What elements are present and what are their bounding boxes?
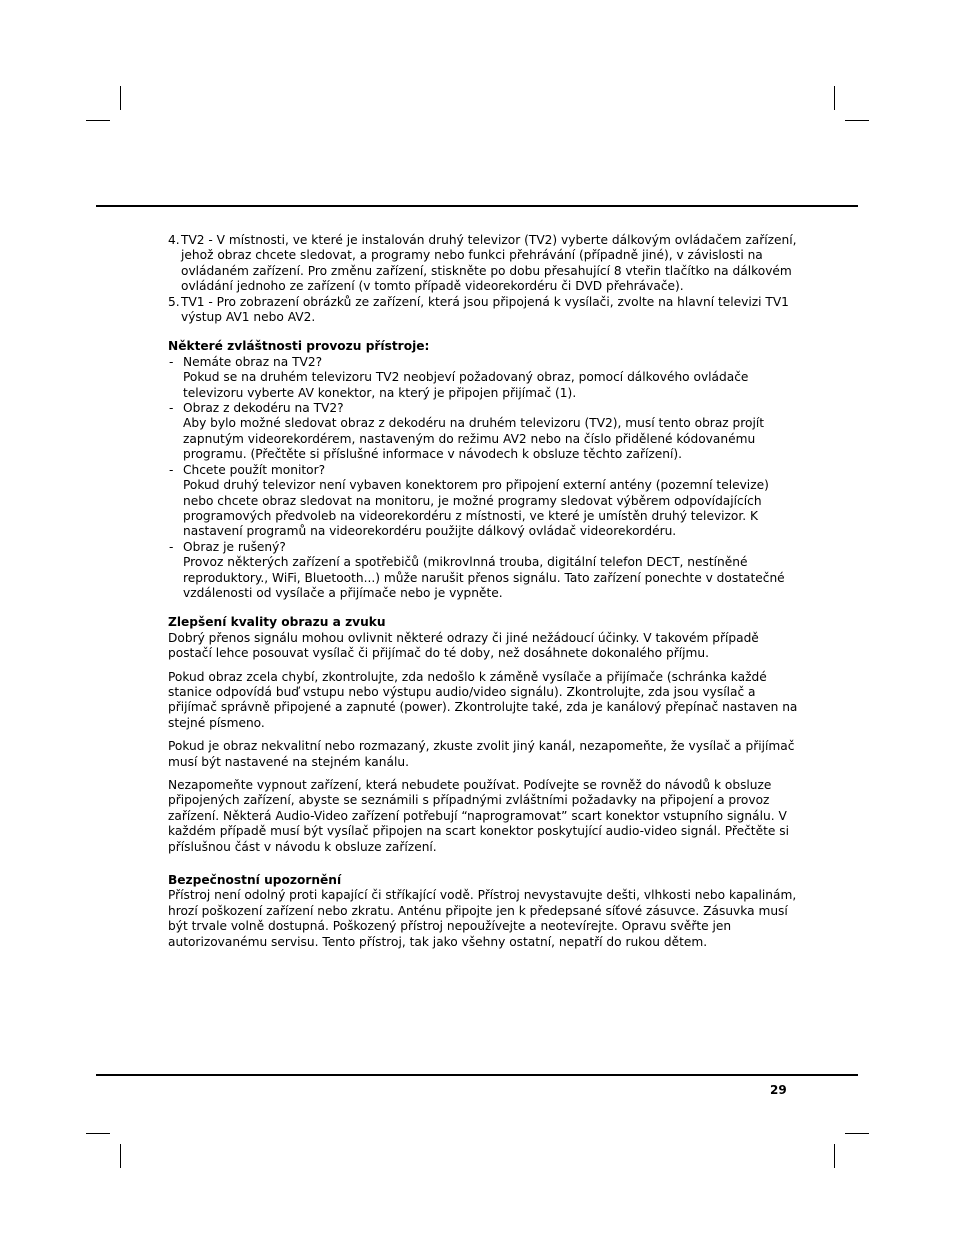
footer-rule [96,1074,858,1076]
page-number: 29 [770,1083,787,1097]
crop-mark-top-right-vertical [834,86,835,110]
feature-answer: Pokud se na druhém televizoru TV2 neobjeví požadovaný obraz, pomocí dálkového ovládače televizoru vyberte AV konektor, na který je připojen přijímač (1). [183,370,749,400]
crop-mark-top-left-horizontal [86,120,110,121]
feature-answer: Aby bylo možné sledovat obraz z dekodéru na druhém televizoru (TV2), musí tento obraz projít zapnutým videorekordérem, nastaveným do režimu AV2 nebo na číslo přidělené kódovanému programu. (Přečtěte si příslušné informace v návodech k obsluze těchto zařízení). [183,416,765,462]
feature-question: Obraz je rušený? [183,539,286,554]
quality-paragraph: Pokud obraz zcela chybí, zkontrolujte, zda nedošlo k záměně vysílače a přijímače (schránka každé stanice odpovídá buď vstupu nebo výstupu audio/video signálu). Zkontrolujte, zda jsou vysílač a přijímač správně připojené a zapnuté (power). Zkontrolujte také, zda je kanálový přepínač nastaven na stejné písmeno. [168,669,798,730]
quality-paragraph: Pokud je obraz nekvalitní nebo rozmazaný, zkuste zvolit jiný kanál, nezapomeňte, že vysílač a přijímač musí být nastavené na stejném kanálu. [168,739,795,769]
dash-bullet: - [169,539,174,554]
header-rule [96,205,858,207]
steps-list [168,233,798,325]
dash-bullet: - [169,354,174,369]
feature-answer: Provoz některých zařízení a spotřebičů (mikrovlnná trouba, digitální telefon DECT, nestíněné reproduktory., WiFi, Bluetooth...) může narušit přenos signálu. Tato zařízení ponechte v dostatečné vzdálenosti od vysílače a přijímače nebo je vypněte. [183,555,785,600]
quality-heading: Zlepšení kvality obrazu a zvuku [168,615,386,630]
crop-mark-bottom-left-horizontal [86,1133,110,1134]
crop-mark-bottom-right-vertical [834,1144,835,1168]
crop-mark-bottom-left-vertical [120,1144,121,1168]
feature-item [168,540,798,602]
safety-heading: Bezpečnostní upozornění [168,873,342,888]
page-content [168,233,798,950]
step-number: 4. [168,233,180,247]
feature-item [168,355,798,401]
step-item [168,233,798,295]
crop-mark-bottom-right-horizontal [845,1133,869,1134]
step-text: TV2 - V místnosti, ve které je instalován druhý televizor (TV2) vyberte dálkovým ovládačem zařízení, jehož obraz chcete sledovat, a programy nebo funkci přehrávání (případně jiné), v závislosti na ovládaném zařízení. Pro změnu zařízení, stiskněte po dobu přesahující 8 vteřin tlačítko na dálkovém ovládání jednoho ze zařízení (v tomto případě videorekordéru či DVD přehrávače). [181,233,797,294]
feature-item [168,463,798,540]
safety-paragraph: Přístroj není odolný proti kapající či stříkající vodě. Přístroj nevystavujte dešti, vlhkosti nebo kapalinám, hrozí poškození zařízení nebo zkratu. Anténu připojte jen k předepsané síťové zásuvce. Zásuvka musí být trvale volně dostupná. Poškozený přístroj nepoužívejte a neotevírejte. Opravu svěřte jen autorizovanému servisu. Tento přístroj, tak jako všehny ostatní, nepatří do rukou dětem. [168,888,797,949]
feature-answer: Pokud druhý televizor není vybaven konektorem pro připojení externí antény (pozemní televize) nebo chcete obraz sledovat na monitoru, je možné programy sledovat výběrem odpovídajících programových předvoleb na videorekordéru z místnosti, ve které je umístěn druhý televizor. K nastavení programů na videorekordéru použijte dálkový ovládač videorekordéru. [183,478,769,539]
crop-mark-top-right-horizontal [845,120,869,121]
feature-question: Nemáte obraz na TV2? [183,354,323,369]
quality-paragraph: Dobrý přenos signálu mohou ovlivnit některé odrazy či jiné nežádoucí účinky. V takovém případě postačí lehce posouvat vysílač či přijímač do té doby, než dosáhnete dokonalého příjmu. [168,630,759,661]
feature-question: Obraz z dekodéru na TV2? [183,401,344,416]
dash-bullet: - [169,462,174,477]
feature-question: Chcete použít monitor? [183,462,326,477]
crop-mark-top-left-vertical [120,86,121,110]
feature-item [168,401,798,463]
features-list [168,355,798,602]
step-text: TV1 - Pro zobrazení obrázků ze zařízení, která jsou připojená k vysílači, zvolte na hlavní televizi TV1 výstup AV1 nebo AV2. [181,294,789,325]
step-number: 5. [168,294,180,309]
dash-bullet: - [169,401,174,416]
step-item [168,295,798,326]
quality-paragraph: Nezapomeňte vypnout zařízení, která nebudete používat. Podívejte se rovněž do návodů k obsluze připojených zařízení, abyste se seznámili s případnými zvláštními požadavky na připojení a provoz zařízení. Některá Audio-Video zařízení potřebují “naprogramovat” scart konektor vstupního signálu. V každém případě musí být vysílač připojen na scart konektor poskytující audio-video signál. Přečtěte si příslušnou část v návodu k obsluze zařízení. [168,778,789,854]
features-heading: Některé zvláštnosti provozu přístroje: [168,339,430,354]
